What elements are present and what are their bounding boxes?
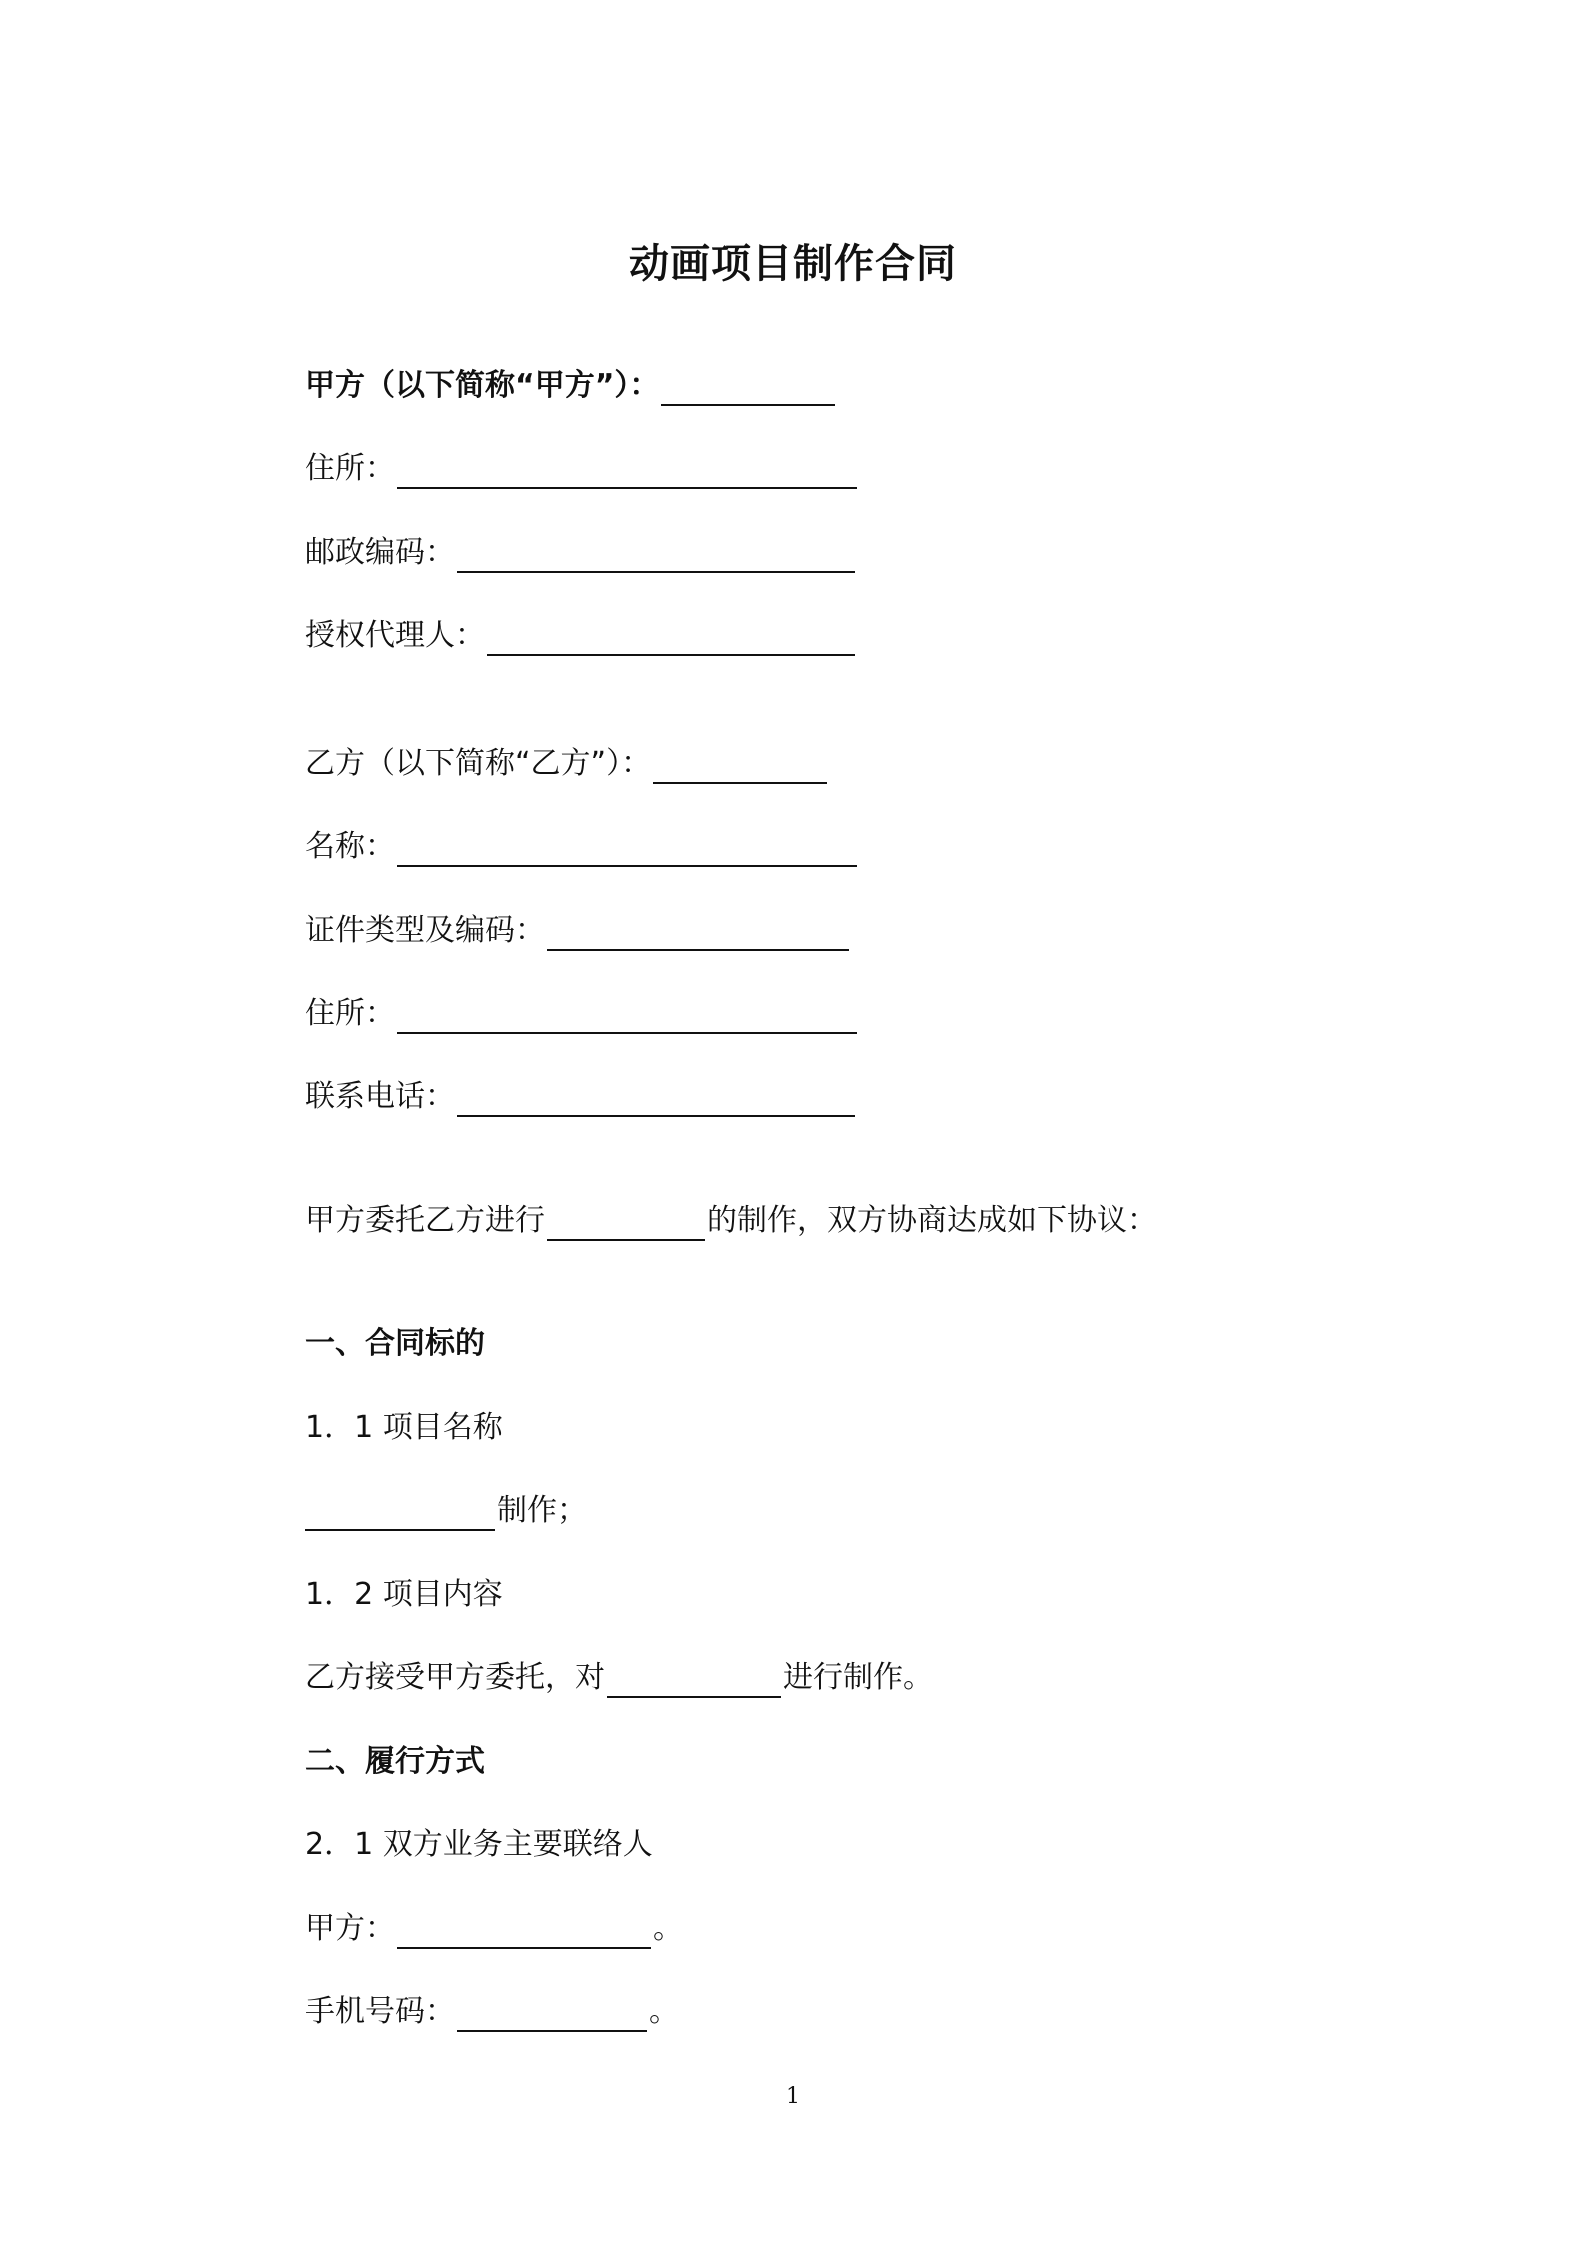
section2-party-a-line bbox=[305, 1909, 683, 1949]
section1-item2-line bbox=[305, 1658, 933, 1698]
section1-item2-title: 1．2 项目内容 bbox=[305, 1577, 503, 1612]
party-b-address-blank[interactable] bbox=[397, 998, 857, 1034]
section1-heading: 一、合同标的 bbox=[305, 1326, 485, 1361]
party-b-name-blank[interactable] bbox=[653, 748, 827, 784]
section2-phone-line bbox=[305, 1992, 679, 2032]
party-a-agent-blank[interactable] bbox=[487, 620, 855, 656]
party-a-postcode-blank[interactable] bbox=[457, 537, 855, 573]
section2-phone-suffix: 。 bbox=[649, 1994, 679, 2029]
party-a-agent-line bbox=[305, 616, 857, 656]
project-name-blank[interactable] bbox=[305, 1495, 495, 1531]
party-a-address-line bbox=[305, 449, 859, 489]
document-title: 动画项目制作合同 bbox=[629, 241, 957, 287]
section2-party-a-label: 甲方： bbox=[305, 1911, 395, 1946]
page-number: 1 bbox=[786, 2084, 800, 2109]
party-b-id-line bbox=[305, 911, 851, 951]
party-b-name-field-blank[interactable] bbox=[397, 831, 857, 867]
party-b-name-line bbox=[305, 827, 859, 867]
party-a-name-blank[interactable] bbox=[661, 370, 835, 406]
party-a-heading: 甲方（以下简称“甲方”）： bbox=[305, 368, 660, 403]
party-a-heading-line bbox=[305, 366, 837, 406]
party-b-phone-label: 联系电话： bbox=[305, 1079, 455, 1114]
party-a-agent-label: 授权代理人： bbox=[305, 618, 485, 653]
party-a-postcode-line bbox=[305, 533, 857, 573]
party-b-address-label: 住所： bbox=[305, 996, 395, 1031]
section2-heading: 二、履行方式 bbox=[305, 1744, 485, 1779]
intro-project-blank[interactable] bbox=[547, 1205, 705, 1241]
party-a-contact-blank[interactable] bbox=[397, 1913, 651, 1949]
contact-phone-blank[interactable] bbox=[457, 1996, 647, 2032]
party-b-id-blank[interactable] bbox=[547, 915, 849, 951]
section2-item1-title: 2．1 双方业务主要联络人 bbox=[305, 1827, 653, 1862]
section2-phone-label: 手机号码： bbox=[305, 1994, 455, 2029]
party-a-address-blank[interactable] bbox=[397, 453, 857, 489]
party-a-postcode-label: 邮政编码： bbox=[305, 535, 455, 570]
party-b-heading: 乙方（以下简称“乙方”）： bbox=[305, 746, 652, 781]
party-b-address-line bbox=[305, 994, 859, 1034]
intro-before: 甲方委托乙方进行 bbox=[305, 1203, 545, 1238]
party-b-name-label: 名称： bbox=[305, 829, 395, 864]
section1-item2-after: 进行制作。 bbox=[783, 1660, 933, 1695]
section1-item1-line bbox=[305, 1491, 587, 1531]
party-b-phone-line bbox=[305, 1077, 857, 1117]
party-b-id-label: 证件类型及编码： bbox=[305, 913, 545, 948]
intro-after: 的制作，双方协商达成如下协议： bbox=[707, 1203, 1157, 1238]
section1-item2-before: 乙方接受甲方委托，对 bbox=[305, 1660, 605, 1695]
party-a-address-label: 住所： bbox=[305, 451, 395, 486]
intro-line bbox=[305, 1201, 1157, 1241]
section2-party-a-suffix: 。 bbox=[653, 1911, 683, 1946]
party-b-phone-blank[interactable] bbox=[457, 1081, 855, 1117]
project-content-blank[interactable] bbox=[607, 1662, 781, 1698]
section1-item1-title: 1．1 项目名称 bbox=[305, 1410, 503, 1445]
section1-item1-suffix: 制作； bbox=[497, 1493, 587, 1528]
party-b-heading-line bbox=[305, 744, 829, 784]
